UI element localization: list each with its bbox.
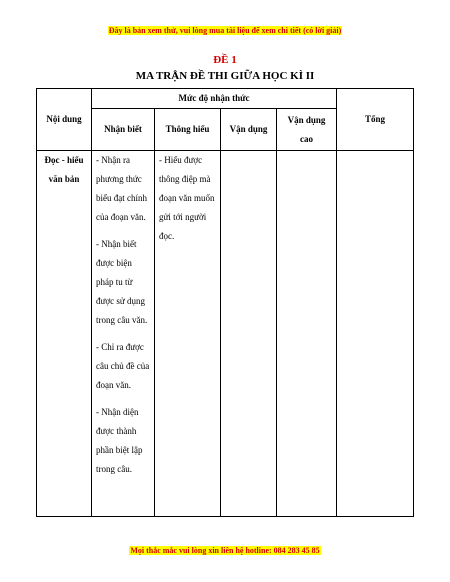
document-title: MA TRẬN ĐỀ THI GIỮA HỌC KÌ II <box>135 70 315 82</box>
header-van-dung-cao: Vận dụng cao <box>277 109 337 151</box>
list-item: - Chỉ ra được câu chủ đề của đoạn văn. <box>96 342 150 390</box>
header-total: Tổng <box>337 89 414 151</box>
header-row-top <box>37 89 414 109</box>
preview-notice-text: Đây là bản xem thử, vui lòng mua tài liệu để xem chi tiết (có lời giải) <box>108 26 342 35</box>
exam-matrix-table <box>36 88 414 517</box>
list-item: - Hiểu được thông điệp mà đoạn văn muốn gửi tới người đọc. <box>159 155 215 241</box>
table-row <box>37 151 414 517</box>
list-item: - Nhận ra phương thức biểu đạt chính của đoạn văn. <box>96 155 147 222</box>
cell-nhan-biet <box>92 151 155 517</box>
exam-number-heading: ĐỀ 1 <box>213 54 237 66</box>
header-content: Nội dung <box>37 89 92 151</box>
list-item: - Nhận diện được thành phần biệt lập trong câu. <box>96 407 143 474</box>
header-nhan-biet: Nhận biết <box>92 109 155 151</box>
hotline-banner <box>0 546 450 555</box>
cell-van-dung-cao <box>277 151 337 517</box>
row-content-label: Đọc - hiểu văn bản <box>37 151 92 517</box>
header-cognition-level: Mức độ nhận thức <box>92 89 337 109</box>
header-van-dung: Vận dụng <box>221 109 277 151</box>
list-item: - Nhận biết được biện pháp tu từ được sử dụng trong câu văn. <box>96 239 148 325</box>
cell-total <box>337 151 414 517</box>
hotline-text: Mọi thắc mắc vui lòng xin liên hệ hotline: 084 283 45 85 <box>130 546 320 555</box>
preview-notice-banner <box>0 26 450 35</box>
header-thong-hieu: Thông hiểu <box>155 109 221 151</box>
cell-thong-hieu <box>155 151 221 517</box>
cell-van-dung <box>221 151 277 517</box>
